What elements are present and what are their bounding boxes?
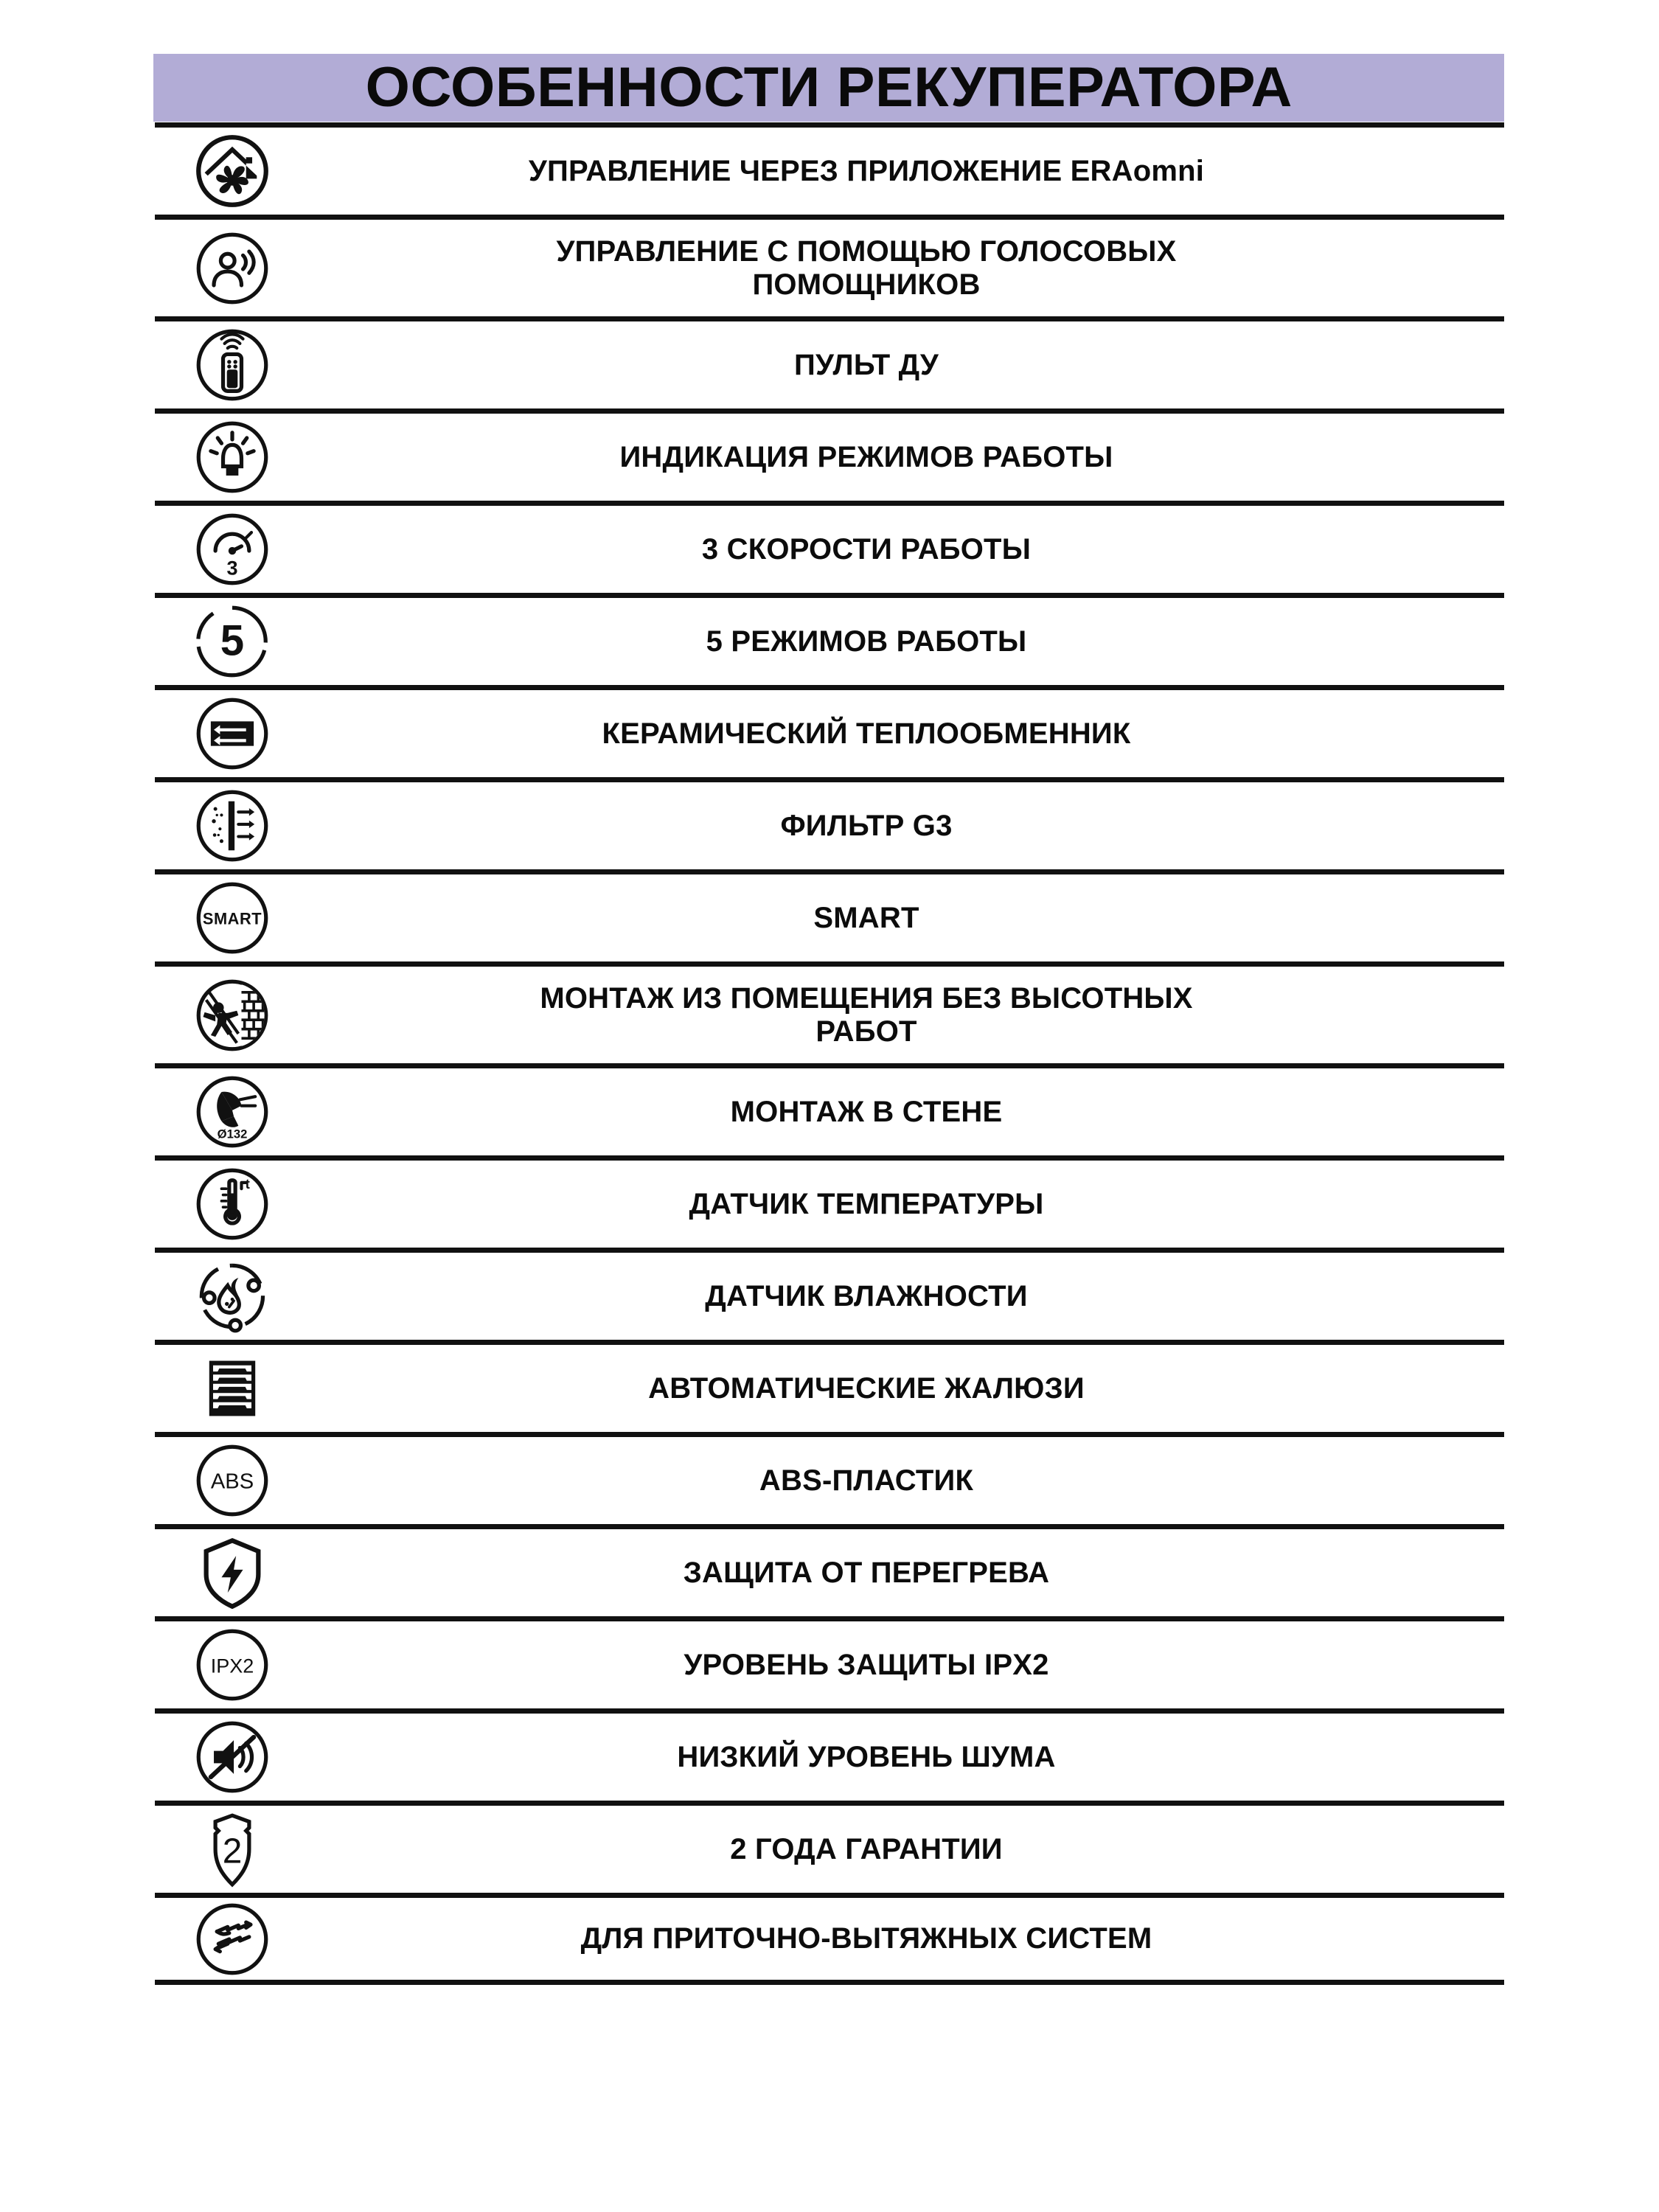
feature-label: НИЗКИЙ УРОВЕНЬ ШУМА (677, 1740, 1056, 1773)
feature-label-cell (302, 344, 1504, 386)
five-modes-icon (155, 603, 302, 680)
feature-row (155, 501, 1504, 593)
speed-gauge-icon (155, 511, 302, 588)
feature-label: МОНТАЖ В СТЕНЕ (730, 1095, 1003, 1128)
feature-row (155, 1524, 1504, 1616)
feature-label-cell (302, 1368, 1504, 1410)
feature-row (155, 215, 1504, 316)
feature-label-cell (302, 1736, 1504, 1778)
feature-row (155, 685, 1504, 777)
overheat-protection-icon (155, 1534, 302, 1611)
feature-row (155, 869, 1504, 961)
feature-label-cell (302, 231, 1504, 306)
svg-text:SMART: SMART (202, 909, 262, 928)
warranty-shield-icon (155, 1811, 302, 1888)
feature-row (155, 122, 1504, 215)
feature-label-cell (302, 529, 1504, 571)
feature-label-cell (302, 1460, 1504, 1502)
feature-table (155, 122, 1504, 1985)
smart-icon (155, 880, 302, 956)
feature-row (155, 777, 1504, 869)
feature-label: ДАТЧИК ВЛАЖНОСТИ (705, 1279, 1028, 1312)
feature-row (155, 1155, 1504, 1248)
feature-label-cell (302, 1829, 1504, 1871)
svg-text:t: t (245, 1176, 250, 1192)
feature-row (155, 1893, 1504, 1985)
feature-label: 2 ГОДА ГАРАНТИИ (730, 1832, 1003, 1865)
humidity-sensor-icon (155, 1258, 302, 1335)
automatic-blinds-icon (155, 1350, 302, 1427)
feature-label-cell (302, 1091, 1504, 1133)
page-header-band (153, 54, 1504, 122)
feature-label: УПРАВЛЕНИЕ ЧЕРЕЗ ПРИЛОЖЕНИЕ ERAomni (528, 154, 1205, 187)
feature-label-cell (302, 150, 1504, 192)
svg-text:IPX2: IPX2 (210, 1655, 254, 1677)
indoor-installation-icon (155, 977, 302, 1054)
feature-row (155, 1616, 1504, 1708)
svg-text:5: 5 (220, 616, 245, 665)
feature-label: 3 СКОРОСТИ РАБОТЫ (701, 532, 1032, 566)
feature-label-cell (302, 1183, 1504, 1225)
feature-label-cell (302, 1644, 1504, 1686)
svg-text:2: 2 (222, 1832, 243, 1871)
feature-row (155, 1708, 1504, 1801)
feature-label: ДЛЯ ПРИТОЧНО-ВЫТЯЖНЫХ СИСТЕМ (580, 1922, 1152, 1955)
mode-indicator-light-icon (155, 419, 302, 495)
abs-plastic-icon (155, 1442, 302, 1519)
feature-row (155, 408, 1504, 501)
feature-label: 5 РЕЖИМОВ РАБОТЫ (706, 625, 1027, 658)
feature-label-cell (302, 1552, 1504, 1594)
feature-label-cell (302, 1276, 1504, 1318)
feature-label: АВТОМАТИЧЕСКИЕ ЖАЛЮЗИ (648, 1371, 1085, 1405)
feature-row (155, 316, 1504, 408)
feature-row (155, 1248, 1504, 1340)
feature-label-cell (302, 437, 1504, 479)
feature-label: ФИЛЬТР G3 (780, 809, 953, 842)
supply-exhaust-airflow-icon (155, 1901, 302, 1978)
ipx2-protection-icon (155, 1627, 302, 1703)
feature-row (155, 961, 1504, 1063)
feature-label: ABS-ПЛАСТИК (759, 1464, 974, 1497)
heat-exchanger-icon (155, 695, 302, 772)
feature-label: УРОВЕНЬ ЗАЩИТЫ IPX2 (684, 1648, 1049, 1681)
feature-label-cell (302, 897, 1504, 939)
svg-text:Ø132: Ø132 (217, 1127, 248, 1141)
feature-label: МОНТАЖ ИЗ ПОМЕЩЕНИЯ БЕЗ ВЫСОТНЫХ РАБОТ (540, 981, 1193, 1048)
feature-label: КЕРАМИЧЕСКИЙ ТЕПЛООБМЕННИК (602, 717, 1131, 750)
feature-label-cell (302, 1918, 1504, 1960)
feature-label: ИНДИКАЦИЯ РЕЖИМОВ РАБОТЫ (619, 440, 1113, 473)
svg-text:ABS: ABS (210, 1470, 254, 1494)
feature-label: ДАТЧИК ТЕМПЕРАТУРЫ (689, 1187, 1044, 1220)
feature-label-cell (302, 621, 1504, 663)
feature-label-cell (302, 978, 1504, 1053)
remote-control-icon (155, 327, 302, 403)
feature-label: УПРАВЛЕНИЕ С ПОМОЩЬЮ ГОЛОСОВЫХ ПОМОЩНИКОВ (556, 234, 1177, 301)
svg-text:3: 3 (226, 557, 238, 580)
feature-label: ЗАЩИТА ОТ ПЕРЕГРЕВА (683, 1556, 1050, 1589)
feature-row (155, 1432, 1504, 1524)
low-noise-icon (155, 1719, 302, 1795)
wall-drill-icon (155, 1074, 302, 1150)
feature-row (155, 1063, 1504, 1155)
feature-label-cell (302, 713, 1504, 755)
house-fan-icon (155, 133, 302, 209)
feature-row (155, 1340, 1504, 1432)
temperature-sensor-icon (155, 1166, 302, 1242)
feature-label: SMART (813, 901, 919, 934)
voice-assistant-icon (155, 230, 302, 307)
air-filter-icon (155, 787, 302, 864)
feature-row (155, 593, 1504, 685)
feature-row (155, 1801, 1504, 1893)
feature-label-cell (302, 805, 1504, 847)
feature-label: ПУЛЬТ ДУ (794, 348, 939, 381)
page-title: ОСОБЕННОСТИ РЕКУПЕРАТОРА (365, 56, 1293, 119)
